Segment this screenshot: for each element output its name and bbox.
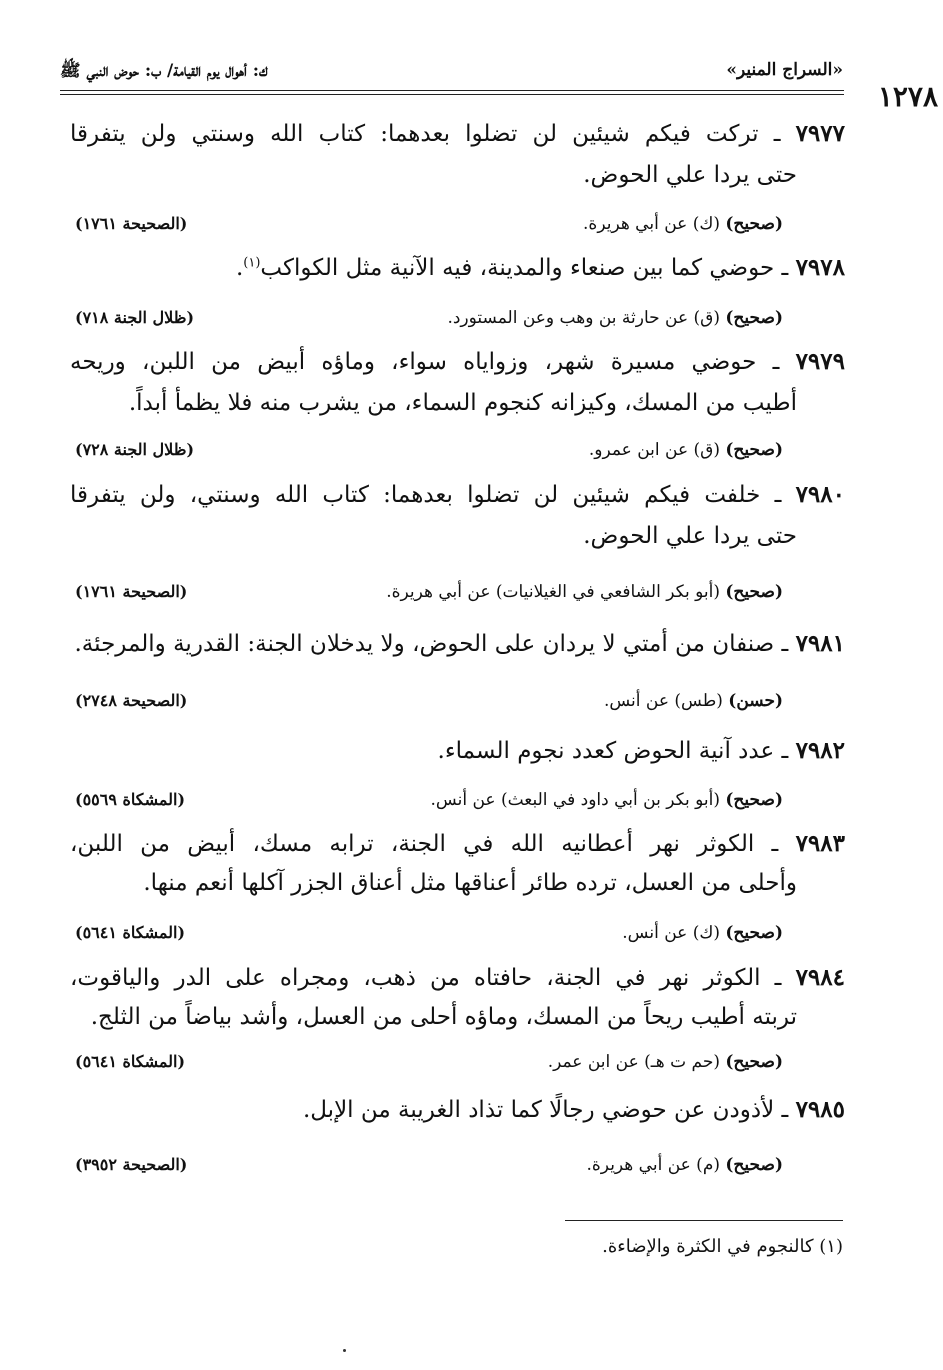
hadith-line: ٧٩٨٣ ـ الكوثر نهر أعطانيه الله في الجنة، ترابه مسك، أبيض من اللبن، xyxy=(70,830,845,857)
hadith-line: ٧٩٧٧ ـ تركت فيكم شيئين لن تضلوا بعدهما: كتاب الله وسنتي ولن يتفرقا xyxy=(70,120,845,147)
book-title: «السراج المنير» xyxy=(726,60,843,80)
footnote-marker[interactable]: (١) xyxy=(243,255,261,271)
hadith-grade: (صحيح) xyxy=(725,1052,783,1072)
hadith-source xyxy=(386,582,783,602)
hadith-number: ٧٩٨١ xyxy=(795,630,845,657)
hadith-grade: (صحيح) xyxy=(725,1155,783,1175)
hadith-text: الكوثر نهر في الجنة، حافتاه من ذهب، ومجراه على الدر والياقوت، xyxy=(70,965,761,991)
hadith-reference: (المشكاة ٥٦٤١) xyxy=(75,1052,186,1071)
hadith-reference: (الصحيحة ١٧٦١) xyxy=(75,582,188,601)
hadith-grade: (صحيح) xyxy=(725,214,783,234)
hadith-line-continued: تربته أطيب ريحاً من المسك، وماؤه أحلى من العسل، وأشد بياضاً من الثلج. xyxy=(90,1004,797,1030)
hadith-text: خلفت فيكم شيئين لن تضلوا بعدهما: كتاب الله وسنتي، ولن يتفرقا xyxy=(70,482,761,508)
hadith-grade: (صحيح) xyxy=(725,790,783,810)
hadith-text: عدد آنية الحوض كعدد نجوم السماء. xyxy=(437,738,775,764)
hadith-grade: (صحيح) xyxy=(725,308,783,328)
hadith-line-continued: حتى يردا علي الحوض. xyxy=(583,162,797,188)
hadith-reference: (الصحيحة ٣٩٥٢) xyxy=(75,1155,188,1174)
hadith-reference: (ظلال الجنة ٧١٨) xyxy=(75,308,195,327)
hadith-narrator: (طس) عن أنس. xyxy=(603,691,723,711)
hadith-source xyxy=(548,1052,783,1072)
footnote-rule xyxy=(565,1220,843,1221)
hadith-source xyxy=(589,440,783,460)
hadith-reference: (الصحيحة ١٧٦١) xyxy=(75,214,188,233)
hadith-narrator: (ق) عن ابن عمرو. xyxy=(588,440,720,460)
hadith-text: تركت فيكم شيئين لن تضلوا بعدهما: كتاب الله وسنتي ولن يتفرقا xyxy=(70,121,759,147)
chapter-title: ك: أهوال يوم القيامة/ ب: حوض النبي ﷺ xyxy=(60,61,268,81)
hadith-number: ٧٩٧٩ xyxy=(795,348,845,375)
hadith-text: حوضي مسيرة شهر، وزواياه سواء، وماؤه أبيض من اللبن، وريحه xyxy=(70,349,757,375)
hadith-grade: (صحيح) xyxy=(725,440,783,460)
hadith-line: ٧٩٨١ ـ صنفان من أمتي لا يردان على الحوض، ولا يدخلان الجنة: القدرية والمرجئة. xyxy=(74,630,845,657)
hadith-line: ٧٩٨٢ ـ عدد آنية الحوض كعدد نجوم السماء. xyxy=(437,737,845,764)
hadith-source xyxy=(604,691,783,711)
hadith-text: لأذودن عن حوضي رجالًا كما تذاد الغريبة من الإبل. xyxy=(302,1097,775,1123)
hadith-source xyxy=(583,214,783,234)
hadith-line: ٧٩٧٨ ـ حوضي كما بين صنعاء والمدينة، فيه الآنية مثل الكواكب$^{(١)}$. xyxy=(235,254,845,281)
running-header xyxy=(60,58,843,88)
hadith-line-continued: وأحلى من العسل، ترده طائر أعناقها مثل أعناق الجزر آكلها أنعم منها. xyxy=(143,870,797,896)
hadith-grade: (حسن) xyxy=(728,691,783,711)
header-rule-2 xyxy=(60,94,844,95)
hadith-narrator: (ك) عن أنس. xyxy=(622,923,720,943)
hadith-narrator: (ق) عن حارثة بن وهب وعن المستورد. xyxy=(447,308,720,328)
hadith-grade: (صحيح) xyxy=(725,923,783,943)
hadith-number: ٧٩٨٣ xyxy=(795,830,845,857)
footnote-text: كالنجوم في الكثرة والإضاءة. xyxy=(602,1236,814,1257)
hadith-narrator: (أبو بكر الشافعي في الغيلانيات) عن أبي هريرة. xyxy=(386,582,720,602)
page-number: ١٢٧٨ xyxy=(877,80,938,113)
hadith-narrator: (حم ت هـ) عن ابن عمر. xyxy=(547,1052,720,1072)
hadith-grade: (صحيح) xyxy=(725,582,783,602)
hadith-number: ٧٩٨٢ xyxy=(795,737,845,764)
hadith-text: حوضي كما بين صنعاء والمدينة، فيه الآنية مثل الكواكب xyxy=(260,255,775,281)
hadith-number: ٧٩٨٠ xyxy=(795,481,845,508)
hadith-line: ٧٩٨٥ ـ لأذودن عن حوضي رجالًا كما تذاد الغريبة من الإبل. xyxy=(302,1096,845,1123)
hadith-source xyxy=(622,923,783,943)
hadith-number: ٧٩٧٨ xyxy=(795,254,845,281)
hadith-reference: (المشكاة ٥٦٤١) xyxy=(75,923,186,942)
hadith-line-continued: أطيب من المسك، وكيزانه كنجوم السماء، من يشرب منه فلا يظمأ أبداً. xyxy=(128,390,797,416)
hadith-number: ٧٩٨٤ xyxy=(795,964,845,991)
hadith-line: ٧٩٨٠ ـ خلفت فيكم شيئين لن تضلوا بعدهما: كتاب الله وسنتي، ولن يتفرقا xyxy=(70,481,845,508)
hadith-text: صنفان من أمتي لا يردان على الحوض، ولا يدخلان الجنة: القدرية والمرجئة. xyxy=(74,631,775,657)
hadith-reference: (الصحيحة ٢٧٤٨) xyxy=(75,691,188,710)
hadith-number: ٧٩٨٥ xyxy=(795,1096,845,1123)
footnote xyxy=(602,1236,843,1257)
hadith-line-continued: حتى يردا علي الحوض. xyxy=(583,523,797,549)
hadith-source xyxy=(447,308,783,328)
hadith-text: الكوثر نهر أعطانيه الله في الجنة، ترابه مسك، أبيض من اللبن، xyxy=(70,831,755,857)
header-rule xyxy=(60,90,844,91)
hadith-line: ٧٩٨٤ ـ الكوثر نهر في الجنة، حافتاه من ذهب، ومجراه على الدر والياقوت، xyxy=(70,964,845,991)
hadith-number: ٧٩٧٧ xyxy=(795,120,845,147)
hadith-line: ٧٩٧٩ ـ حوضي مسيرة شهر، وزواياه سواء، وماؤه أبيض من اللبن، وريحه xyxy=(70,348,845,375)
hadith-reference: (ظلال الجنة ٧٢٨) xyxy=(75,440,195,459)
hadith-source xyxy=(587,1155,784,1175)
hadith-narrator: (ك) عن أبي هريرة. xyxy=(583,214,720,234)
hadith-narrator: (م) عن أبي هريرة. xyxy=(586,1155,720,1175)
hadith-narrator: (أبو بكر بن أبي داود في البعث) عن أنس. xyxy=(430,790,720,810)
print-speck xyxy=(343,1349,346,1352)
hadith-reference: (المشكاة ٥٥٦٩) xyxy=(75,790,186,809)
hadith-source xyxy=(431,790,783,810)
footnote-mark: (١) xyxy=(819,1236,843,1257)
